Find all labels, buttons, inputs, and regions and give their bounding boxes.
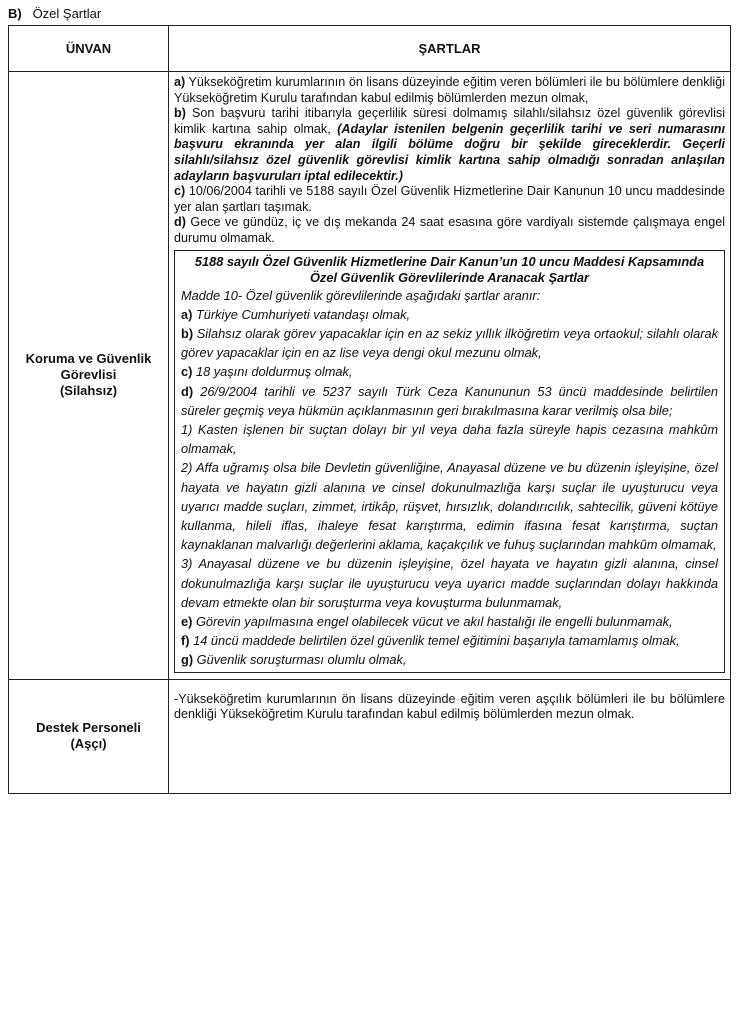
unvan-line: Görevlisi [60, 367, 117, 383]
item-text: Güvenlik soruşturması olumlu olmak, [193, 652, 407, 668]
law-excerpt-intro: Madde 10- Özel güvenlik görevlilerinde aşağıdaki şartlar aranır: [181, 287, 541, 303]
list-item [181, 650, 718, 669]
list-item [181, 554, 718, 612]
section-title: Özel Şartlar [32, 6, 102, 21]
item-text: Türkiye Cumhuriyeti vatandaşı olmak, [192, 306, 411, 322]
unvan-line: Destek Personeli [36, 720, 141, 736]
item-note: (Adaylar istenilen belgenin geçerlilik tarihi ve seri numarasını başvuru ekranında yer alan ilgili bölüme doğru bir şekilde gireceklerdir. Geçerli silahlı/silahsız özel güvenlik görevlisi kimlik kartına sahip olmadığı sonradan anlaşılan adayların başvuruları iptal edilecektir.) [174, 121, 725, 183]
item-label: b) [174, 106, 186, 121]
list-item [181, 458, 718, 554]
list-item [181, 382, 718, 420]
item-label: d) [174, 215, 186, 230]
item-text: 18 yaşını doldurmuş olmak, [192, 364, 353, 380]
list-item [181, 631, 718, 650]
sartlar-cell [169, 679, 731, 793]
item-text: 10/06/2004 tarihli ve 5188 sayılı Özel Güvenlik Hizmetlerine Dair Kanunun 10 uncu maddesinde yer alan şartları taşımak. [174, 184, 725, 214]
conditions-list [169, 72, 730, 679]
item-text: 1) Kasten işlenen bir suçtan dolayı bir yıl veya daha fazla süreyle hapis cezasına mahkûm olmamak, [181, 421, 718, 457]
sartlar-cell [169, 72, 731, 680]
law-excerpt-title: 5188 sayılı Özel Güvenlik Hizmetlerine Dair Kanun’un 10 uncu Maddesi Kapsamında Özel Güvenlik Görevlilerinde Aranacak Şartlar [194, 253, 705, 285]
item-label: a) [181, 306, 193, 322]
item-text: Silahsız olarak görev yapacaklar için en az sekiz yıllık ilköğretim veya ortaokul; silahlı olarak görev yapacaklar için en az lise veya dengi okul mezunu olmak, [181, 325, 718, 361]
item-label: g) [181, 652, 194, 668]
item-label: d) [181, 383, 194, 399]
item-label: c) [181, 364, 193, 380]
item-text: 3) Anayasal düzene ve bu düzenin işleyişine, özel hayata ve hayatın gizli alanına, cinsel dokunulmazlığa karşı suçlar ile uyuşturucu veya uyarıcı madde suçlarından dolayı hakkında devam etmekte olan bir soruşturma veya kovuşturma bulunmamak, [181, 556, 718, 610]
unvan-line: (Silahsız) [59, 383, 118, 399]
item-text: Gece ve gündüz, iç ve dış mekanda 24 saat esasına göre vardiyalı sistemde çalışmaya engel durumu olmamak. [174, 215, 725, 245]
item-text: Görevin yapılmasına engel olabilecek vücut ve akıl hastalığı ile engelli bulunmamak, [192, 613, 673, 629]
item-text: Son başvuru tarihi itibarıyla geçerlilik süresi dolmamış silahlı/silahsız özel güvenlik görevlisi kimlik kartına sahip olmak, [174, 106, 725, 136]
item-label: e) [181, 613, 193, 629]
list-item [174, 106, 725, 184]
header-unvan: ÜNVAN [9, 26, 169, 72]
item-label: a) [174, 75, 186, 89]
unvan-cell [9, 679, 169, 793]
list-item [174, 75, 725, 106]
list-item [181, 305, 718, 324]
item-label: f) [181, 633, 190, 649]
item-text: 26/9/2004 tarihli ve 5237 sayılı Türk Ceza Kanununun 53 üncü maddesinde belirtilen süreler geçmiş veya hükmün açıklanmasının geri bırakılmasına karar verilmiş olsa bile; [181, 383, 718, 418]
conditions-text: -Yükseköğretim kurumlarının ön lisans düzeyinde eğitim veren aşçılık bölümleri ile bu bölümlere denkliği Yükseköğretim Kurulu tarafından kabul edilmiş bölümlerden mezun olmak. [174, 691, 725, 722]
table-row [9, 72, 731, 680]
section-letter: B) [8, 6, 22, 21]
requirements-table [8, 25, 731, 794]
section-heading [8, 6, 101, 21]
list-item [174, 184, 725, 215]
table-row [9, 679, 731, 793]
list-item [181, 420, 718, 458]
item-text: Yükseköğretim kurumlarının ön lisans düzeyinde eğitim veren bölümleri ile bu bölümlere denkliği Yükseköğretim Kurulu tarafından kabul edilmiş bölümlerden mezun olmak, [174, 75, 725, 105]
unvan-cell [9, 72, 169, 680]
item-label: c) [174, 184, 186, 199]
header-row [9, 26, 731, 72]
unvan-line: (Aşçı) [70, 736, 107, 752]
item-text: 14 üncü maddede belirtilen özel güvenlik temel eğitimini başarıyla tamamlamış olmak, [189, 633, 680, 649]
unvan-line: Koruma ve Güvenlik [25, 351, 152, 367]
item-label: b) [181, 325, 194, 341]
item-text: 2) Affa uğramış olsa bile Devletin güvenliğine, Anayasal düzene ve bu düzenin işleyişine, özel hayata ve hayatın gizli alanına ve cinsel dokunulmazlığa karşı suçlar ile uyuşturucu veya uyarıcı madde suçları, zimmet, irtikâp, rüşvet, hırsızlık, dolandırıcılık, sahtecilik, güveni kötüye kullanma, hileli iflas, ihaleye fesat karıştırma, edimin ifasına fesat karıştırma, suçtan kaynaklanan malvarlığı değerlerini aklama, kaçakçılık ve fuhuş suçlarından mahkûm olmamak, [181, 460, 718, 553]
list-item [181, 324, 718, 362]
list-item [181, 612, 718, 631]
header-sartlar: ŞARTLAR [169, 26, 731, 72]
law-excerpt-box [174, 250, 725, 673]
list-item [174, 215, 725, 246]
list-item [181, 362, 718, 381]
